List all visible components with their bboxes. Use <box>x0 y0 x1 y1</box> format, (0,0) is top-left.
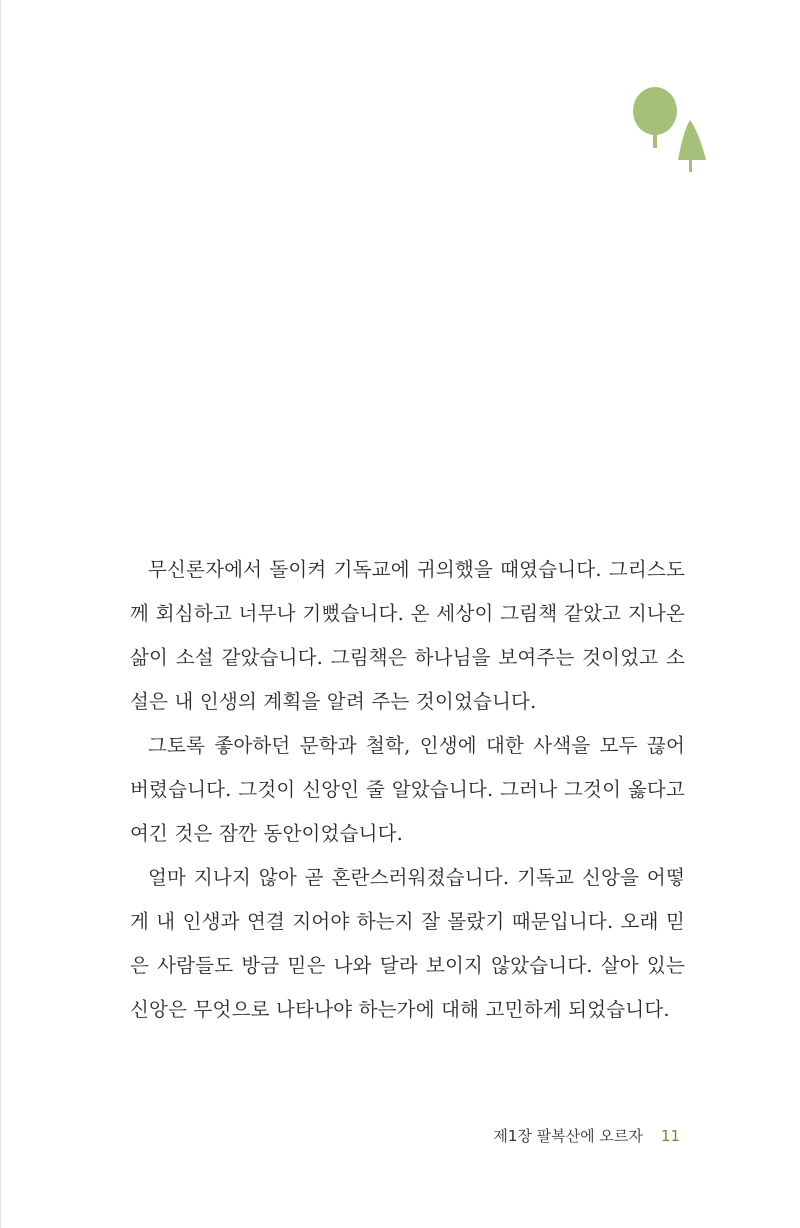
round-tree-trunk <box>653 130 657 148</box>
round-tree-crown <box>633 87 677 135</box>
chapter-title: 제1장 팔복산에 오르자 <box>493 1127 643 1145</box>
trees-icon <box>630 84 716 176</box>
paragraph-2: 그토록 좋아하던 문학과 철학, 인생에 대한 사색을 모두 끊어 버렸습니다. 그것이 신앙인 줄 알았습니다. 그러나 그것이 옳다고 여긴 것은 잠깐 동안이었습니다. <box>130 734 685 845</box>
page-number: 11 <box>660 1127 680 1145</box>
page-footer <box>493 1125 680 1146</box>
page-edge <box>0 0 1 1228</box>
paragraph-3: 얼마 지나지 않아 곧 혼란스러워졌습니다. 기독교 신앙을 어떻게 내 인생과 연결 지어야 하는지 잘 몰랐기 때문입니다. 오래 믿은 사람들도 방금 믿은 나와 달라 보이지 않았습니다. 살아 있는 신앙은 무엇으로 나타나야 하는가에 대해 고민하게 되었습니다. <box>130 866 685 1021</box>
pointed-tree-trunk <box>689 158 692 172</box>
body-text <box>130 548 685 1032</box>
paragraph-1: 무신론자에서 돌이켜 기독교에 귀의했을 때였습니다. 그리스도께 회심하고 너무나 기뻤습니다. 온 세상이 그림책 같았고 지나온 삶이 소설 같았습니다. 그림책은 하나님을 보여주는 것이었고 소설은 내 인생의 계획을 알려 주는 것이었습니다. <box>130 558 685 713</box>
pointed-tree-crown <box>678 120 706 160</box>
